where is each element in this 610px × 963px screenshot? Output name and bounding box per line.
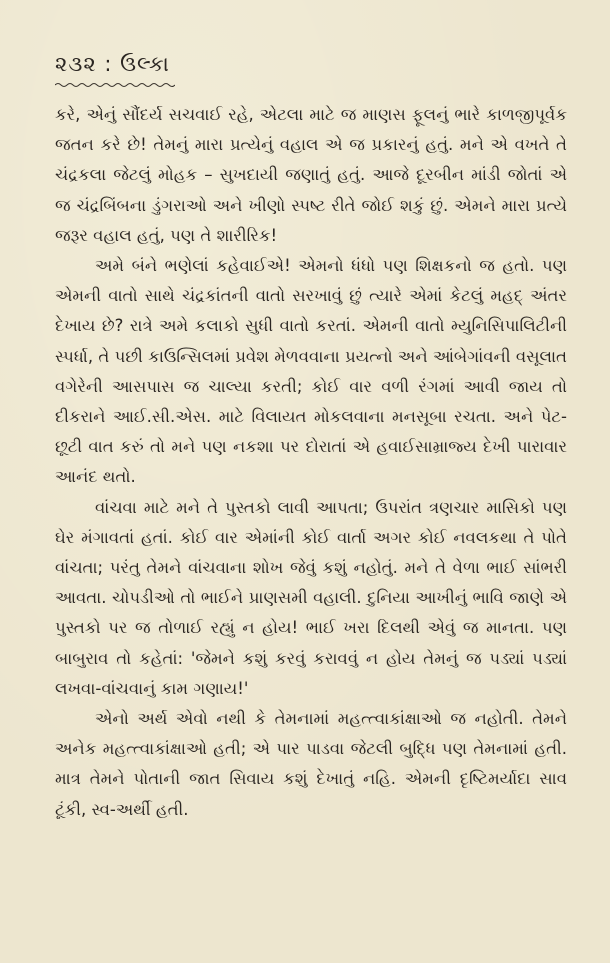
page-number: ૨૩૨ <box>55 52 97 76</box>
paragraph: અમે બંને ભણેલાં કહેવાઈએ! એમનો ધંધો પણ શિક્ષકનો જ હતો. પણ એમની વાતો સાથે ચંદ્રકાંતની વાતો સરખાવું છું ત્યારે એમાં કેટલું મહદ્ અંતર દેખાય છે? રાત્રે અમે કલાકો સુધી વાતો કરતાં. એમની વાતો મ્યુનિસિપાલિટીની સ્પર્ધા, તે પછી કાઉન્સિલમાં પ્રવેશ મેળવવાના પ્રયત્નો અને આંબેગાંવની વસૂલાત વગેરેની આસપાસ જ ચાલ્યા કરતી; કોઈ વાર વળી રંગમાં આવી જાય તો દીકરાને આઈ.સી.એસ. માટે વિલાયત મોકલવાના મનસૂબા રચતા. અને પેટ-છૂટી વાત કરું તો મને પણ નકશા પર દોરાતાં એ હવાઈસામ્રાજ્ય દેખી પારાવાર આનંદ થતો. <box>55 256 567 487</box>
header-wavy-rule <box>55 82 175 88</box>
paragraph: એનો અર્થ એવો નથી કે તેમનામાં મહત્ત્વાકાંક્ષાઓ જ નહોતી. તેમને અનેક મહત્ત્વાકાંક્ષાઓ હતી; એ પાર પાડવા જેટલી બુદ્ધિ પણ તેમનામાં હતી. માત્ર તેમને પોતાની જાત સિવાય કશું દેખાતું નહિ. એમની દૃષ્ટિમર્યાદા સાવ ટૂંકી, સ્વ-અર્થી હતી. <box>55 709 567 819</box>
body-text <box>55 100 567 825</box>
book-title: ઉલ્કા <box>120 52 170 76</box>
paragraph-continuation: કરે, એનું સૌંદર્ય સચવાઈ રહે, એટલા માટે જ માણસ ફૂલનું ભારે કાળજીપૂર્વક જતન કરે છે! તેમનું મારા પ્રત્યેનું વહાલ એ જ પ્રકારનું હતું. મને એ વખતે તે ચંદ્રકલા જેટલું મોહક – સુખદાયી જણાતું હતું. આજે દૂરબીન માંડી જોતાં એ જ ચંદ્રબિંબના ડુંગરાઓ અને ખીણો સ્પષ્ટ રીતે જોઈ શકું છું. એમને મારા પ્રત્યે જરૂર વહાલ હતું, પણ તે શારીરિક! <box>55 105 567 245</box>
header-separator: : <box>104 52 113 76</box>
paragraph: વાંચવા માટે મને તે પુસ્તકો લાવી આપતા; ઉપરાંત ત્રણચાર માસિકો પણ ઘેર મંગાવતાં હતાં. કોઈ વાર એમાંની કોઈ વાર્તા અગર કોઈ નવલકથા તે પોતે વાંચતા; પરંતુ તેમને વાંચવાના શોખ જેવું કશું નહોતું. મને તે વેળા ભાઈ સાંભરી આવતા. ચોપડીઓ તો ભાઈને પ્રાણસમી વહાલી. દુનિયા આખીનું ભાવિ જાણે એ પુસ્તકો પર જ તોળાઈ રહ્યું ન હોય! ભાઈ ખરા દિલથી એવું જ માનતા. પણ બાબુરાવ તો કહેતાં: 'જેમને કશું કરવું કરાવવું ન હોય તેમનું જ પડ્યાં પડ્યાં લખવા-વાંચવાનું કામ ગણાય!' <box>55 497 567 698</box>
running-header <box>55 52 170 77</box>
